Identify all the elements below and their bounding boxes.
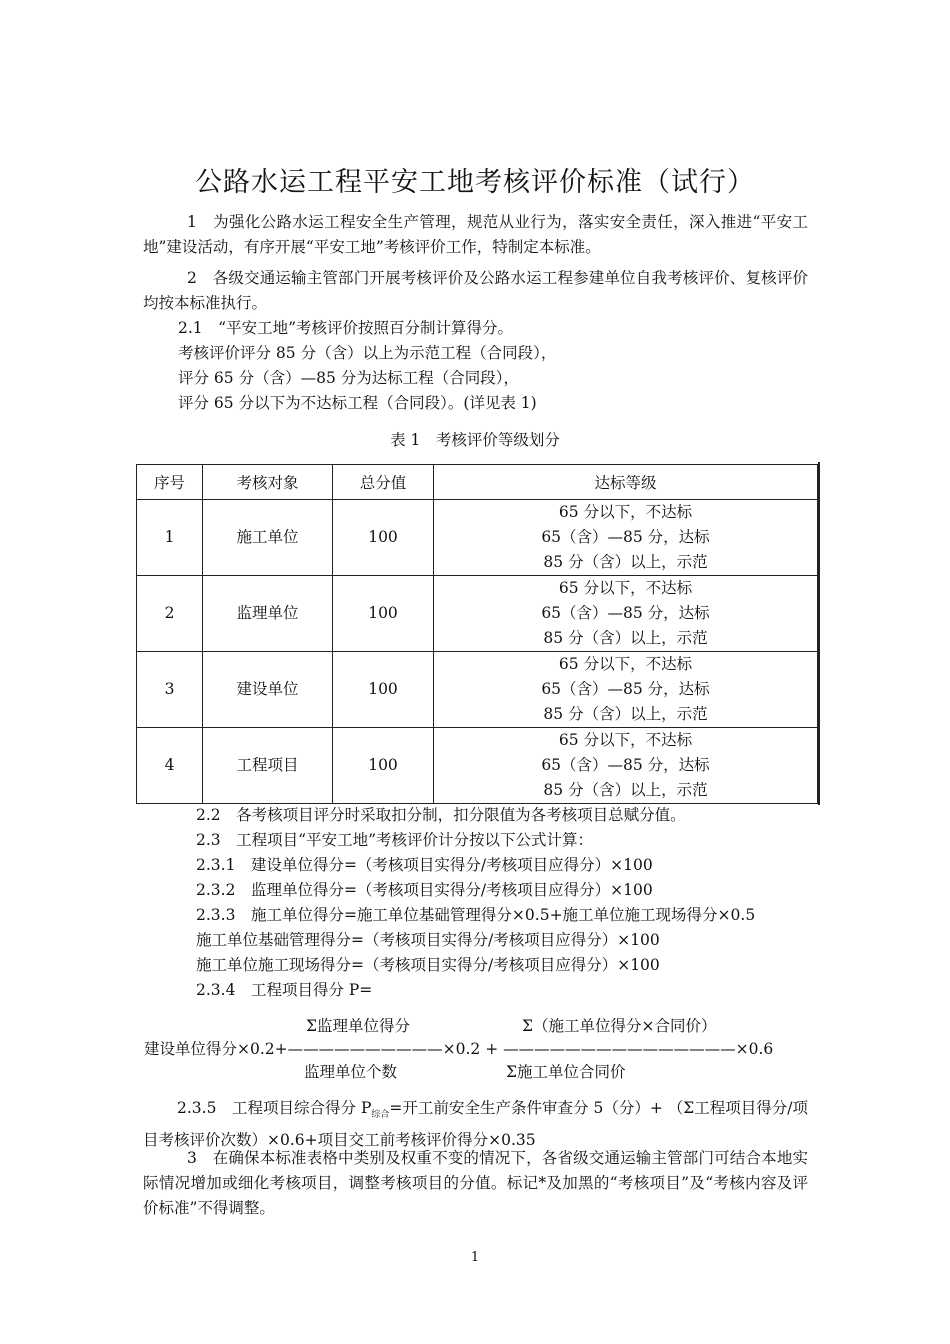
table-header-row (137, 465, 818, 500)
formula-denominator-2: Σ施工单位合同价 (506, 1063, 626, 1081)
column-header: 序号 (137, 465, 203, 500)
level-line: 65（含）—85 分，达标 (541, 528, 710, 546)
column-header: 考核对象 (203, 465, 333, 500)
row-target: 监理单位 (203, 576, 333, 652)
row-number: 2 (137, 576, 203, 652)
level-line: 65 分以下，不达标 (558, 655, 693, 673)
row-score: 100 (333, 728, 434, 804)
table-row (137, 652, 818, 728)
level-line: 65（含）—85 分，达标 (541, 680, 710, 698)
clause-2-3-5-rest: =开工前安全生产条件审查分 5（分）+ （Σ工程项目得分/项目考核评价次数）×0.6+项目交工前考核评价得分×0.35 (143, 1099, 809, 1149)
formula-numerator-1: Σ监理单位得分 (306, 1017, 410, 1035)
clause-2-2: 2.2 各考核项目评分时采取扣分制，扣分限值为各考核项目总赋分值。 (196, 806, 686, 824)
row-levels (434, 576, 818, 652)
document-title: 公路水运工程平安工地考核评价标准（试行） (195, 167, 755, 198)
row-levels (434, 728, 818, 804)
column-header: 达标等级 (434, 465, 818, 500)
formula-denominator-1: 监理单位个数 (304, 1063, 398, 1081)
level-line: 65 分以下，不达标 (558, 731, 693, 749)
paragraph-2: 2 各级交通运输主管部门开展考核评价及公路水运工程参建单位自我考核评价、复核评价均按本标准执行。 (143, 269, 808, 312)
clause-2-3-4: 2.3.4 工程项目得分 P= (196, 981, 373, 999)
subscript-label: 综合 (371, 1110, 390, 1120)
row-number: 1 (137, 500, 203, 576)
grade-table (136, 464, 818, 804)
clause-2-1: 2.1 “平安工地”考核评价按照百分制计算得分。 (178, 319, 513, 337)
level-line: 85 分（含）以上，示范 (543, 705, 708, 723)
row-number: 4 (137, 728, 203, 804)
level-line: 85 分（含）以上，示范 (543, 629, 708, 647)
level-line: 65（含）—85 分，达标 (541, 604, 710, 622)
level-line: 85 分（含）以上，示范 (543, 781, 708, 799)
column-header: 总分值 (333, 465, 434, 500)
clause-2-1-line-a: 考核评价评分 85 分（含）以上为示范工程（合同段）， (178, 344, 557, 362)
table-row (137, 576, 818, 652)
row-target: 建设单位 (203, 652, 333, 728)
row-levels (434, 652, 818, 728)
level-line: 65 分以下，不达标 (558, 503, 693, 521)
formula-numerator-2: Σ（施工单位得分×合同价） (522, 1017, 717, 1035)
level-line: 65 分以下，不达标 (558, 579, 693, 597)
clause-2-1-line-b: 评分 65 分（含）—85 分为达标工程（合同段）， (178, 369, 519, 387)
row-number: 3 (137, 652, 203, 728)
clause-2-1-line-c: 评分 65 分以下为不达标工程（合同段）。(详见表 1) (178, 394, 537, 412)
clause-2-3-3: 2.3.3 施工单位得分=施工单位基础管理得分×0.5+施工单位施工现场得分×0.5 (196, 906, 756, 924)
row-score: 100 (333, 576, 434, 652)
table-row (137, 728, 818, 804)
table-row (137, 500, 818, 576)
clause-2-3-3-a: 施工单位基础管理得分=（考核项目实得分/考核项目应得分）×100 (196, 931, 660, 949)
paragraph-3: 3 在确保本标准表格中类别及权重不变的情况下，各省级交通运输主管部门可结合本地实际情况增加或细化考核项目，调整考核项目的分值。标记*及加黑的“考核项目”及“考核内容及评价标准”不得调整。 (143, 1149, 808, 1217)
clause-2-3-3-b: 施工单位施工现场得分=（考核项目实得分/考核项目应得分）×100 (196, 956, 660, 974)
level-line: 65（含）—85 分，达标 (541, 756, 710, 774)
clause-2-3-5-lead: 2.3.5 工程项目综合得分 P (177, 1099, 372, 1117)
row-score: 100 (333, 652, 434, 728)
page-number: 1 (470, 1250, 480, 1265)
formula-main-line: 建设单位得分×0.2+——————————×0.2 + ———————————————×0.6 (144, 1040, 774, 1058)
row-target: 工程项目 (203, 728, 333, 804)
clause-2-3-5 (143, 1096, 808, 1153)
table-right-rule (818, 462, 820, 805)
row-score: 100 (333, 500, 434, 576)
row-levels (434, 500, 818, 576)
clause-2-3-1: 2.3.1 建设单位得分=（考核项目实得分/考核项目应得分）×100 (196, 856, 653, 874)
clause-2-3-2: 2.3.2 监理单位得分=（考核项目实得分/考核项目应得分）×100 (196, 881, 653, 899)
clause-2-3: 2.3 工程项目“平安工地”考核评价计分按以下公式计算： (196, 831, 594, 849)
row-target: 施工单位 (203, 500, 333, 576)
table-caption: 表 1 考核评价等级划分 (390, 431, 560, 449)
paragraph-1: 1 为强化公路水运工程安全生产管理，规范从业行为，落实安全责任，深入推进“平安工地”建设活动，有序开展“平安工地”考核评价工作，特制定本标准。 (143, 213, 808, 256)
level-line: 85 分（含）以上，示范 (543, 553, 708, 571)
